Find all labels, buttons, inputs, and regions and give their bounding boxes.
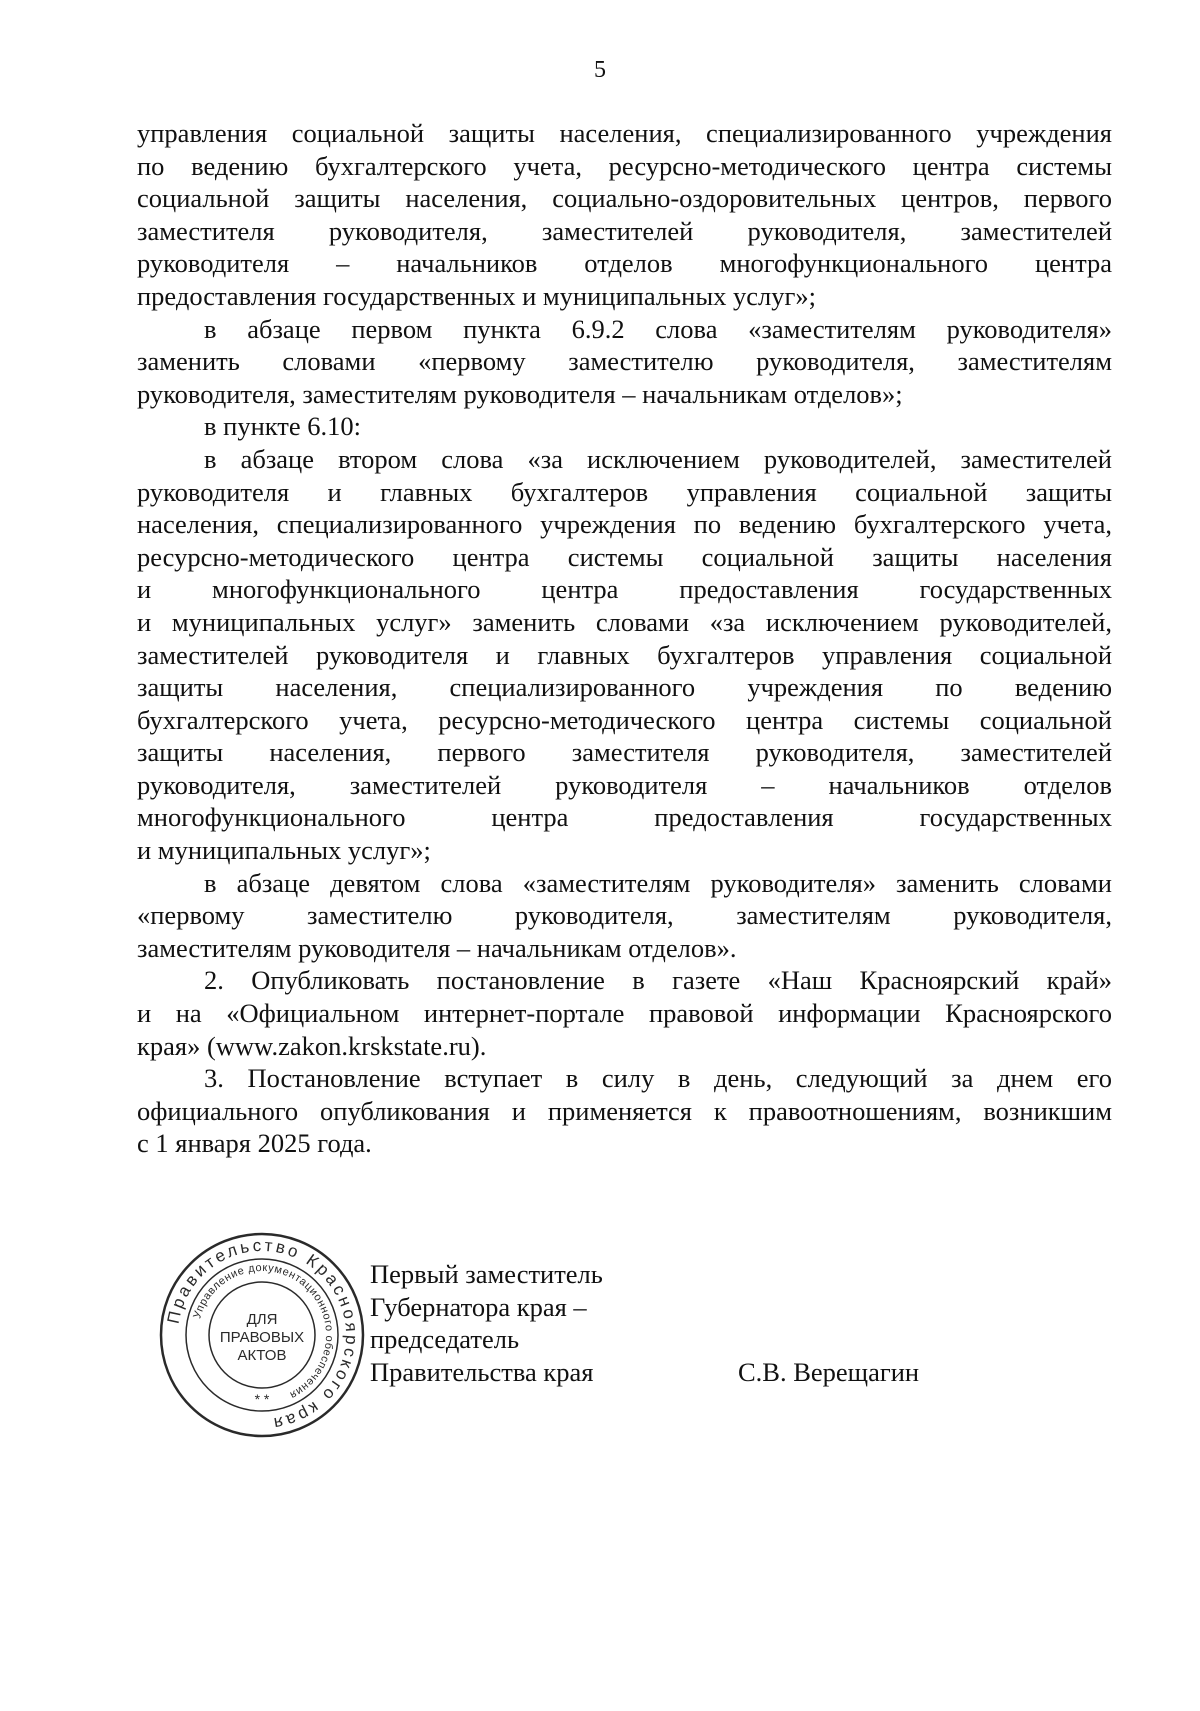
seal-stars: * * bbox=[254, 1391, 270, 1407]
document-body bbox=[137, 117, 1112, 1160]
signatory-position bbox=[370, 1258, 603, 1388]
seal-inner-text: Управление документационного обеспечения bbox=[191, 1261, 336, 1402]
body-line: заместителя руководителя, заместителей руководителя, заместителей bbox=[137, 215, 1112, 246]
seal-graphic bbox=[157, 1230, 367, 1440]
signatory-position-line: Первый заместитель bbox=[370, 1259, 603, 1289]
body-line: руководителя, заместителей руководителя – начальников отделов bbox=[137, 769, 1112, 800]
body-line: и многофункционального центра предоставления государственных bbox=[137, 574, 1112, 605]
body-line: и муниципальных услуг»; bbox=[137, 835, 431, 866]
body-line: руководителя, заместителям руководителя – начальникам отделов»; bbox=[137, 378, 903, 409]
body-line: населения, специализированного учреждения по ведению бухгалтерского учета, bbox=[137, 509, 1112, 540]
body-line: предоставления государственных и муниципальных услуг»; bbox=[137, 280, 816, 311]
body-line: 3. Постановление вступает в силу в день, следующий за днем его bbox=[204, 1063, 1112, 1094]
body-line: в абзаце втором слова «за исключением руководителей, заместителей bbox=[204, 443, 1112, 474]
body-line: руководителя – начальников отделов многофункционального центра bbox=[137, 248, 1112, 279]
body-line: заменить словами «первому заместителю руководителя, заместителям bbox=[137, 346, 1112, 377]
body-line: защиты населения, специализированного учреждения по ведению bbox=[137, 672, 1112, 703]
body-line: и муниципальных услуг» заменить словами «за исключением руководителей, bbox=[137, 606, 1112, 637]
body-line: управления социальной защиты населения, специализированного учреждения bbox=[137, 118, 1112, 148]
body-line: защиты населения, первого заместителя руководителя, заместителей bbox=[137, 737, 1112, 768]
body-line: ресурсно-методического центра системы социальной защиты населения bbox=[137, 541, 1112, 572]
body-line: социальной защиты населения, социально-оздоровительных центров, первого bbox=[137, 183, 1112, 214]
seal-outer-text: Правительство Красноярского края bbox=[163, 1235, 362, 1434]
signatory-position-line: Правительства края bbox=[370, 1356, 594, 1387]
seal-center-line-2: ПРАВОВЫХ bbox=[219, 1329, 305, 1346]
body-line: и на «Официальном интернет-портале правовой информации Красноярского bbox=[137, 998, 1112, 1029]
body-line: бухгалтерского учета, ресурсно-методического центра системы социальной bbox=[137, 704, 1112, 735]
body-line: многофункционального центра предоставления государственных bbox=[137, 802, 1112, 833]
signatory-position-line: председатель bbox=[370, 1324, 520, 1355]
body-line: в пункте 6.10: bbox=[204, 411, 361, 442]
body-line: руководителя и главных бухгалтеров управления социальной защиты bbox=[137, 476, 1112, 507]
body-line: заместителям руководителя – начальникам отделов». bbox=[137, 932, 737, 963]
body-line: с 1 января 2025 года. bbox=[137, 1128, 372, 1159]
body-line: «первому заместителю руководителя, заместителям руководителя, bbox=[137, 900, 1112, 931]
page-number: 5 bbox=[594, 57, 606, 83]
body-line: по ведению бухгалтерского учета, ресурсно-методического центра системы bbox=[137, 150, 1112, 181]
body-line: заместителей руководителя и главных бухгалтеров управления социальной bbox=[137, 639, 1112, 670]
signatory-name: С.В. Верещагин bbox=[738, 1357, 920, 1387]
body-line: 2. Опубликовать постановление в газете «Наш Красноярский край» bbox=[204, 965, 1112, 996]
seal-center-line-3: АКТОВ bbox=[237, 1347, 287, 1364]
signatory-position-line: Губернатора края – bbox=[370, 1291, 587, 1322]
official-seal bbox=[157, 1230, 367, 1440]
body-line: в абзаце первом пункта 6.9.2 слова «заместителям руководителя» bbox=[204, 313, 1112, 344]
body-line: официального опубликования и применяется к правоотношениям, возникшим bbox=[137, 1095, 1112, 1126]
seal-center-line-1: ДЛЯ bbox=[246, 1311, 278, 1328]
body-line: в абзаце девятом слова «заместителям руководителя» заменить словами bbox=[204, 867, 1112, 898]
body-line: края» (www.zakon.krskstate.ru). bbox=[137, 1030, 487, 1061]
